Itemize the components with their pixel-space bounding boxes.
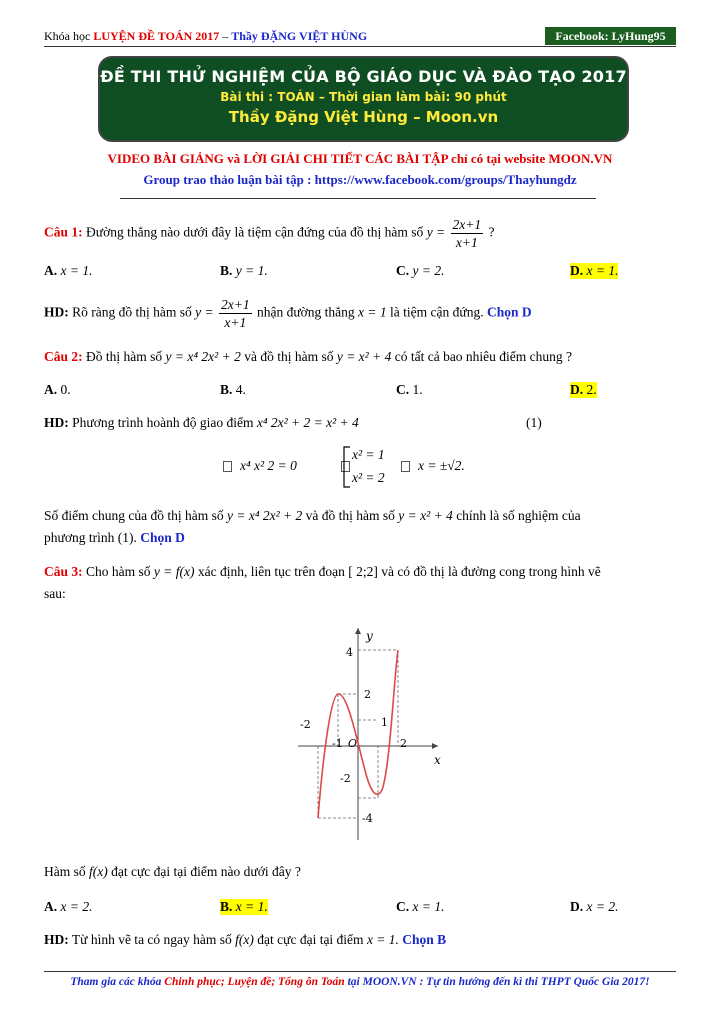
q3-question: Hàm số f(x) đạt cực đại tại điểm nào dưới đây ? <box>44 864 301 879</box>
q3-option-c[interactable]: C. x = 1. <box>396 899 445 914</box>
tick-1: 1 <box>381 716 388 729</box>
q2-answer: Chọn D <box>140 530 185 545</box>
q2-option-c[interactable]: C. 1. <box>396 382 423 397</box>
promo-divider <box>120 198 596 199</box>
q3-answer: Chọn B <box>402 932 447 947</box>
promo-video: VIDEO BÀI GIẢNG và LỜI GIẢI CHI TIẾT CÁC BÀI TẬP chỉ có tại website MOON.VN <box>107 151 613 166</box>
implies-symbol <box>400 458 411 474</box>
question-2: Câu 2: Đồ thị hàm số y = x⁴ 2x² + 2 và đồ thị hàm số y = x² + 4 có tất cả bao nhiêu điểm chung ? <box>44 349 573 364</box>
q1-option-a[interactable]: A. x = 1. <box>44 263 93 278</box>
question-1: Câu 1: Đường thẳng nào dưới đây là tiệm cận đứng của đồ thị hàm số y = $\frac{2x+1}{x+1}$ ? <box>44 217 495 250</box>
q2-option-b[interactable]: B. 4. <box>220 382 246 397</box>
q2-system: x⁴ x² 2 = 0 x² = 1 x² = 2 x = ±√2. <box>222 446 522 488</box>
tick-neg2-y: -2 <box>340 772 351 785</box>
facebook-badge[interactable]: Facebook: LyHung95 <box>545 27 676 45</box>
header-divider <box>44 46 676 47</box>
tick-neg1: -1 <box>332 737 343 750</box>
q1-option-c[interactable]: C. y = 2. <box>396 263 445 278</box>
course-name: LUYỆN ĐỀ TOÁN 2017 <box>93 29 220 43</box>
origin-label: O <box>348 737 358 750</box>
q1-fraction: $\frac{2x+1}{x+1}$ <box>452 217 482 250</box>
q1-solution: HD: Rõ ràng đồ thị hàm số y = $\frac{2x+1}{x+1}$ nhận đường thẳng x = 1 là tiệm cận đứng. Chọn D <box>44 297 532 330</box>
teacher-name: Thầy ĐẶNG VIỆT HÙNG <box>231 29 368 43</box>
tick-4: 4 <box>346 646 353 659</box>
bracket-icon <box>342 446 352 488</box>
footer-text: Tham gia các khóa Chinh phục; Luyện đề; Tổng ôn Toán tại MOON.VN : Tự tin hướng đến kì thi THPT Quốc Gia 2017! <box>70 976 650 988</box>
q3-solution: HD: Từ hình vẽ ta có ngay hàm số f(x) đạt cực đại tại điểm x = 1. Chọn B <box>44 932 447 947</box>
title-banner <box>98 56 629 142</box>
tick-2: 2 <box>364 688 371 701</box>
tick-neg2-x: -2 <box>300 718 311 731</box>
q1-option-b[interactable]: B. y = 1. <box>220 263 268 278</box>
q1-option-d[interactable]: D. x = 1. <box>570 263 619 278</box>
q2-solution: HD: Phương trình hoành độ giao điểm x⁴ 2x² + 2 = x² + 4 <box>44 415 359 430</box>
promo-group-link[interactable]: Group trao thảo luận bài tập : https://www.facebook.com/groups/Thayhungdz <box>143 172 577 187</box>
tick-neg4: -4 <box>362 812 373 825</box>
question-3: Câu 3: Cho hàm số y = f(x) xác định, liên tục trên đoạn [ 2;2] và có đồ thị là đường cong trong hình vẽ <box>44 564 601 579</box>
question-3-cont: sau: <box>44 586 66 601</box>
q1-answer: Chọn D <box>486 304 532 320</box>
q2-option-a[interactable]: A. 0. <box>44 382 71 397</box>
q2-option-d[interactable]: D. 2. <box>570 382 597 397</box>
equation-number: (1) <box>526 415 542 430</box>
q2-conclusion-2: phương trình (1). Chọn D <box>44 530 185 545</box>
y-axis-arrow <box>355 628 361 634</box>
exam-author: Thầy Đặng Việt Hùng – Moon.vn <box>228 108 499 126</box>
function-graph <box>288 618 456 848</box>
x-axis-label: x <box>434 753 441 767</box>
q2-conclusion: Số điểm chung của đồ thị hàm số y = x⁴ 2x² + 2 và đồ thị hàm số y = x² + 4 chính là số nghiệm của <box>44 508 581 523</box>
implies-symbol <box>222 458 233 474</box>
y-axis-label: y <box>366 629 373 643</box>
x-axis-arrow <box>432 743 438 749</box>
header-course-line: Khóa học LUYỆN ĐỀ TOÁN 2017 – Thầy ĐẶNG VIỆT HÙNG <box>44 29 368 43</box>
footer-divider <box>44 971 676 972</box>
q3-option-d[interactable]: D. x = 2. <box>570 899 619 914</box>
q3-option-a[interactable]: A. x = 2. <box>44 899 93 914</box>
q3-option-b[interactable]: B. x = 1. <box>220 899 268 914</box>
exam-subtitle: Bài thi : TOÁN – Thời gian làm bài: 90 phút <box>220 90 507 104</box>
exam-title: ĐỀ THI THỬ NGHIỆM CỦA BỘ GIÁO DỤC VÀ ĐÀO TẠO 2017 <box>100 67 627 86</box>
tick-2-x: 2 <box>400 737 407 750</box>
